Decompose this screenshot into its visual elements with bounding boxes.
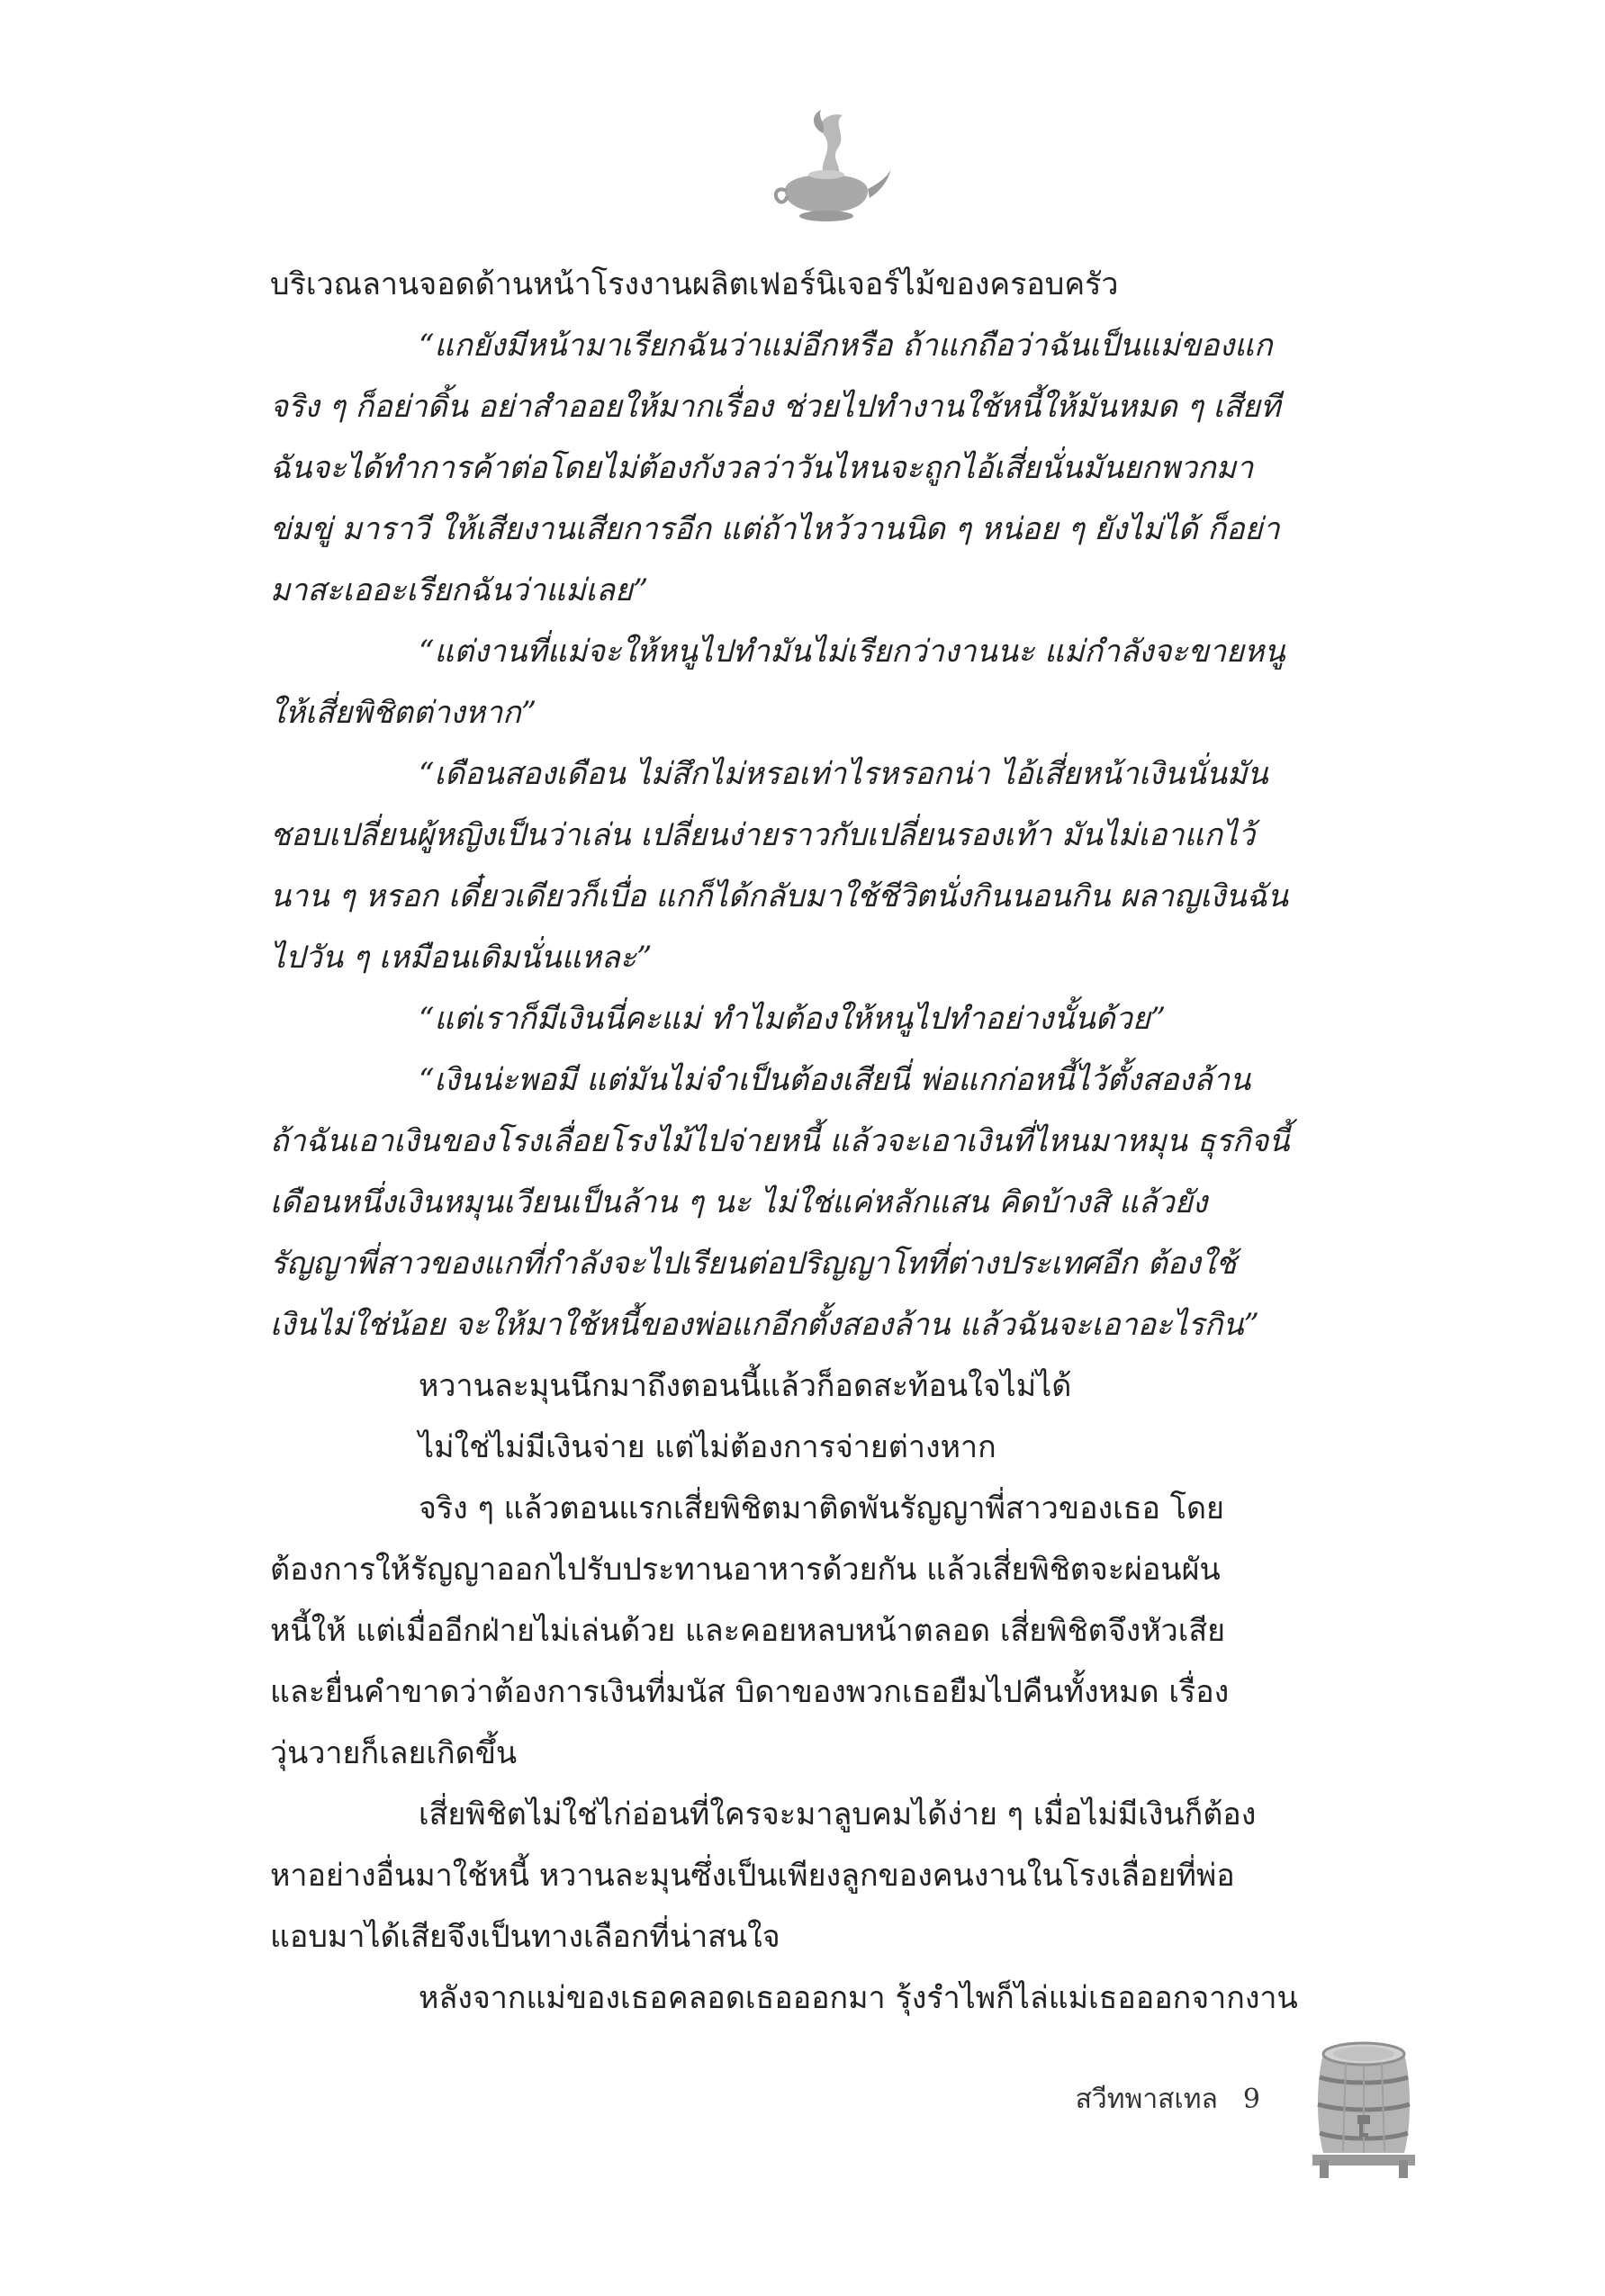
paragraph-line: หนี้ให้ แต่เมื่ออีกฝ่ายไม่เล่นด้วย และคอยหลบหน้าตลอด เสี่ยพิชิตจึงหัวเสีย (270, 1613, 1226, 1649)
dialogue-line: ถ้าฉันเอาเงินของโรงเลื่อยโรงไม้ไปจ่ายหนี้ แล้วจะเอาเงินที่ไหนมาหมุน ธุรกิจนี้ (270, 1123, 1290, 1159)
book-title: สวีทพาสเทล (1075, 2084, 1218, 2115)
dialogue-line: ไปวัน ๆ เหมือนเดิมนั่นแหละ” (270, 940, 653, 976)
dialogue-line: ฉันจะได้ทำการค้าต่อโดยไม่ต้องกังวลว่าวันไหนจะถูกไอ้เสี่ยนั่นมันยกพวกมา (270, 450, 1254, 486)
paragraph-line: วุ่นวายก็เลยเกิดขึ้น (270, 1735, 518, 1771)
paragraph-line: หาอย่างอื่นมาใช้หนี้ หวานละมุนซึ่งเป็นเพียงลูกของคนงานในโรงเลื่อยที่พ่อ (270, 1858, 1235, 1894)
dialogue-line: ให้เสี่ยพิชิตต่างหาก” (270, 695, 537, 731)
dialogue-line: เดือนหนึ่งเงินหมุนเวียนเป็นล้าน ๆ นะ ไม่ใช่แค่หลักแสน คิดบ้างสิ แล้วยัง (270, 1184, 1208, 1220)
dialogue-line: นาน ๆ หรอก เดี๋ยวเดียวก็เบื่อ แกก็ได้กลับมาใช้ชีวิตนั่งกินนอนกิน ผลาญเงินฉัน (270, 878, 1288, 914)
paragraph-line: บริเวณลานจอดด้านหน้าโรงงานผลิตเฟอร์นิเจอร์ไม้ของครอบครัว (270, 266, 1119, 302)
dialogue-line: ข่มขู่ มาราวี ให้เสียงานเสียการอีก แต่ถ้าไหว้วานนิด ๆ หน่อย ๆ ยังไม่ได้ ก็อย่า (270, 511, 1280, 547)
dialogue-line: ชอบเปลี่ยนผู้หญิงเป็นว่าเล่น เปลี่ยนง่ายราวกับเปลี่ยนรองเท้า มันไม่เอาแกไว้ (270, 817, 1256, 853)
paragraph-line: ไม่ใช่ไม่มีเงินจ่าย แต่ไม่ต้องการจ่ายต่างหาก (419, 1429, 996, 1465)
paragraph-line: เสี่ยพิชิตไม่ใช่ไก่อ่อนที่ใครจะมาลูบคมได้ง่าย ๆ เมื่อไม่มีเงินก็ต้อง (419, 1796, 1257, 1832)
wooden-barrel-icon (1296, 2036, 1431, 2180)
body-text (270, 254, 1413, 2029)
paragraph-line: และยื่นคำขาดว่าต้องการเงินที่มนัส บิดาของพวกเธอยืมไปคืนทั้งหมด เรื่อง (270, 1674, 1230, 1710)
dialogue-line: เงินไม่ใช่น้อย จะให้มาใช้หนี้ของพ่อแกอีกตั้งสองล้าน แล้วฉันจะเอาอะไรกิน” (270, 1307, 1259, 1343)
dialogue-line: “แต่เราก็มีเงินนี่คะแม่ ทำไมต้องให้หนูไปทำอย่างนั้นด้วย” (419, 1001, 1167, 1037)
dialogue-line: “แต่งานที่แม่จะให้หนูไปทำมันไม่เรียกว่างานนะ แม่กำลังจะขายหนู (419, 634, 1285, 670)
genie-lamp-icon (760, 97, 895, 232)
dialogue-line: มาสะเออะเรียกฉันว่าแม่เลย” (270, 572, 649, 608)
paragraph-line: แอบมาได้เสียจึงเป็นทางเลือกที่น่าสนใจ (270, 1919, 780, 1955)
paragraph-line: หลังจากแม่ของเธอคลอดเธอออกมา รุ้งรำไพก็ไล่แม่เธอออกจากงาน (419, 1980, 1298, 2016)
page-number: 9 (1242, 2084, 1260, 2115)
paragraph-line: หวานละมุนนึกมาถึงตอนนี้แล้วก็อดสะท้อนใจไม่ได้ (419, 1368, 1072, 1404)
paragraph-line: จริง ๆ แล้วตอนแรกเสี่ยพิชิตมาติดพันรัญญาพี่สาวของเธอ โดย (419, 1490, 1224, 1526)
dialogue-line: จริง ๆ ก็อย่าดิ้น อย่าสำออยให้มากเรื่อง ช่วยไปทำงานใช้หนี้ให้มันหมด ๆ เสียที (270, 389, 1281, 425)
dialogue-line: รัญญาพี่สาวของแกที่กำลังจะไปเรียนต่อปริญญาโทที่ต่างประเทศอีก ต้องใช้ (270, 1246, 1237, 1282)
dialogue-line: “เดือนสองเดือน ไม่สึกไม่หรอเท่าไรหรอกน่า ไอ้เสี่ยหน้าเงินนั่นมัน (419, 756, 1268, 792)
dialogue-line: “แกยังมีหน้ามาเรียกฉันว่าแม่อีกหรือ ถ้าแกถือว่าฉันเป็นแม่ของแก (419, 328, 1273, 364)
dialogue-line: “เงินน่ะพอมี แต่มันไม่จำเป็นต้องเสียนี่ พ่อแกก่อหนี้ไว้ตั้งสองล้าน (419, 1062, 1251, 1098)
page-footer (990, 2077, 1260, 2122)
paragraph-line: ต้องการให้รัญญาออกไปรับประทานอาหารด้วยกัน แล้วเสี่ยพิชิตจะผ่อนผัน (270, 1552, 1221, 1588)
